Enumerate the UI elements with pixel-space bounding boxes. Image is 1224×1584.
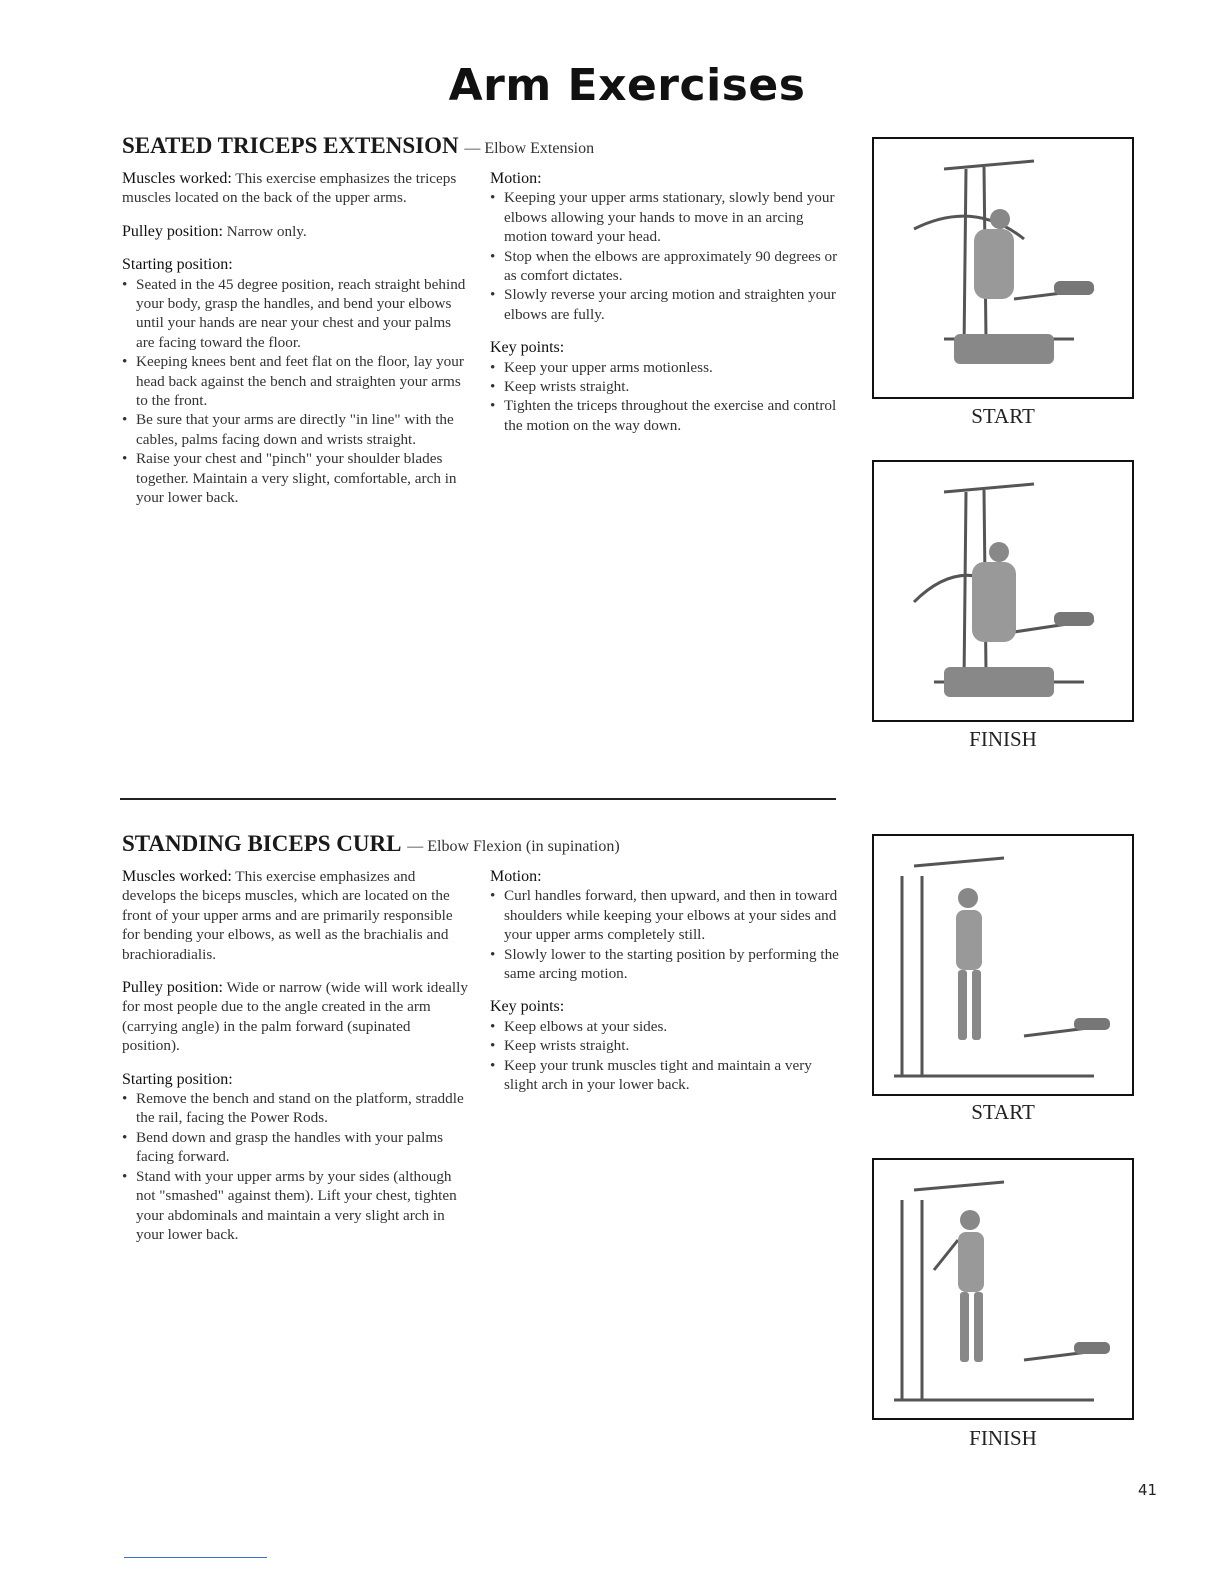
motion-label: Motion:: [490, 170, 542, 187]
pulley-position-label: Pulley position:: [122, 979, 223, 997]
section-seated-triceps-extension: [122, 133, 842, 507]
list-item: • Tighten the triceps throughout the exercise and control the motion on the way down.: [490, 396, 840, 435]
starting-position: [122, 1070, 472, 1245]
motion-list: [490, 886, 840, 983]
page-number: 41: [1138, 1481, 1158, 1499]
pulley-position-text: Wide or narrow (wide will work ideally for most people due to the angle created in the arm (carrying angle) in the palm forward (supinated position).: [122, 979, 468, 1055]
starting-position-label: Starting position:: [122, 256, 233, 274]
list-item: • Remove the bench and stand on the platform, straddle the rail, facing the Power Rods.: [122, 1089, 472, 1128]
list-item: • Be sure that your arms are directly "in line" with the cables, palms facing down and wrists straight.: [122, 410, 472, 449]
list-item: • Stop when the elbows are approximately 90 degrees or as comfort dictates.: [490, 247, 840, 286]
exercise-name: SEATED TRICEPS EXTENSION: [122, 133, 459, 158]
list-item: • Keep elbows at your sides.: [490, 1017, 840, 1036]
muscles-worked-label: Muscles worked:: [122, 868, 232, 885]
list-item: • Seated in the 45 degree position, reach straight behind your body, grasp the handles, and bend your elbows until your hands are near your chest and your palms are facing toward the floor.: [122, 275, 472, 353]
triceps-start-caption: START: [971, 404, 1035, 428]
list-item: • Keep your upper arms motionless.: [490, 358, 840, 377]
list-item: • Slowly reverse your arcing motion and straighten your elbows are fully.: [490, 285, 840, 324]
list-item: • Raise your chest and "pinch" your shoulder blades together. Maintain a very slight, comfortable, arch in your lower back.: [122, 449, 472, 507]
motion: [490, 169, 840, 324]
triceps-start-image: [872, 137, 1134, 399]
pulley-position: [122, 222, 472, 241]
list-item: • Slowly lower to the starting position by performing the same arcing motion.: [490, 945, 840, 984]
exercise-name: STANDING BICEPS CURL: [122, 831, 402, 856]
page-title: Arm Exercises: [448, 60, 806, 111]
list-item: • Keep wrists straight.: [490, 377, 840, 396]
key-points-label: Key points:: [490, 339, 565, 357]
starting-position-list: [122, 275, 472, 508]
left-column: [122, 867, 472, 1258]
motion-label: Motion:: [490, 868, 542, 885]
starting-position: [122, 255, 472, 507]
biceps-finish-image: [872, 1158, 1134, 1420]
list-item: • Keep wrists straight.: [490, 1036, 840, 1055]
standing-exercise-illustration: [874, 836, 1132, 1094]
triceps-finish-image: [872, 460, 1134, 722]
muscles-worked-text: This exercise emphasizes and develops the biceps muscles, which are located on the front of your upper arms and are primarily responsible for bending your elbows, as well as the brachialis and brachioradialis.: [122, 868, 453, 963]
key-points-label: Key points:: [490, 998, 565, 1016]
biceps-start-caption: START: [971, 1100, 1035, 1124]
starting-position-label: Starting position:: [122, 1070, 233, 1088]
key-points-list: [490, 1017, 840, 1095]
pulley-position-text: Narrow only.: [226, 222, 307, 240]
list-item: • Stand with your upper arms by your sides (although not "smashed" against them). Lift your chest, tighten your abdominals and maintain a very slight arch in your lower back.: [122, 1167, 472, 1245]
seated-exercise-illustration: [874, 462, 1132, 720]
muscles-worked: [122, 169, 472, 208]
exercise-subtitle: — Elbow Extension: [464, 140, 595, 157]
key-points: [490, 997, 840, 1094]
key-points: [490, 338, 840, 435]
triceps-finish-caption: FINISH: [969, 727, 1037, 751]
pulley-position: [122, 978, 472, 1056]
muscles-worked: [122, 867, 472, 964]
list-item: • Keeping knees bent and feet flat on the floor, lay your head back against the bench and straighten your arms to the front.: [122, 352, 472, 410]
list-item: • Keep your trunk muscles tight and maintain a very slight arch in your lower back.: [490, 1056, 840, 1095]
standing-exercise-illustration: [874, 1160, 1132, 1418]
list-item: • Curl handles forward, then upward, and then in toward shoulders while keeping your elbows at your sides and your upper arms completely still.: [490, 886, 840, 944]
motion-list: [490, 188, 840, 324]
section-heading: [122, 133, 842, 159]
right-column: [490, 867, 840, 1108]
motion: [490, 867, 840, 983]
biceps-finish-caption: FINISH: [969, 1426, 1037, 1450]
section-standing-biceps-curl: [122, 831, 842, 1243]
list-item: • Keeping your upper arms stationary, slowly bend your elbows allowing your hands to move in an arcing motion toward your head.: [490, 188, 840, 246]
seated-exercise-illustration: [874, 139, 1132, 397]
left-column: [122, 169, 472, 522]
section-heading: [122, 831, 842, 857]
starting-position-list: [122, 1089, 472, 1244]
biceps-start-image: [872, 834, 1134, 1096]
right-column: [490, 169, 840, 449]
footer-rule: [124, 1557, 267, 1558]
section-divider: [120, 798, 836, 800]
key-points-list: [490, 358, 840, 436]
list-item: • Bend down and grasp the handles with your palms facing forward.: [122, 1128, 472, 1167]
muscles-worked-label: Muscles worked:: [122, 170, 232, 187]
exercise-subtitle: — Elbow Flexion (in supination): [407, 838, 620, 855]
muscles-worked-text: This exercise emphasizes the triceps muscles located on the back of the upper arms.: [122, 170, 457, 207]
pulley-position-label: Pulley position:: [122, 222, 223, 240]
